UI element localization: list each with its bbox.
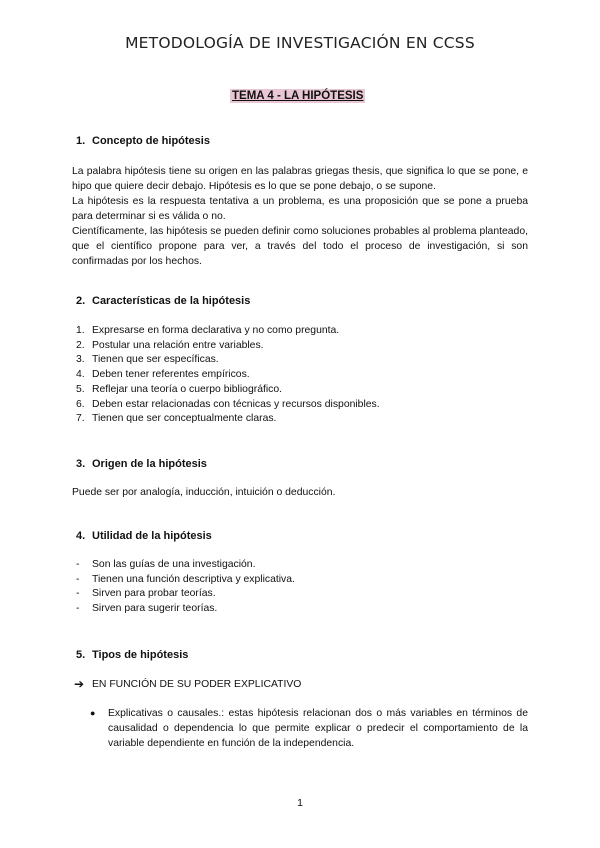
list-text: Sirven para sugerir teorías. [92,603,218,615]
list-number: 5. [76,383,85,395]
list-text: Tienen una función descriptiva y explicativa. [92,573,295,585]
topic-heading-text: TEMA 4 - LA HIPÓTESIS [232,90,364,102]
bullet-list-item [90,706,528,751]
list-text: Sirven para probar teorías. [92,588,216,600]
document-title: METODOLOGÍA DE INVESTIGACIÓN EN CCSS [125,34,475,52]
utility-list [76,558,295,617]
list-text: Reflejar una teoría o cuerpo bibliográfico. [92,383,283,395]
section-4-title: Utilidad de la hipótesis [92,530,212,542]
list-item [76,339,380,354]
dash-marker: - [76,588,80,600]
list-item [76,587,295,602]
list-text: Deben tener referentes empíricos. [92,369,250,381]
list-item [76,398,380,413]
list-number: 4. [76,369,85,381]
section-2-title: Características de la hipótesis [92,295,251,307]
list-text: Tienen que ser específicas. [92,354,219,366]
dash-marker: - [76,573,80,585]
paragraph: La hipótesis es la respuesta tentativa a un problema, es una proposición que se pone a prueba para determinar si es válida o no. [72,196,528,222]
section-4-number: 4. [76,530,86,542]
arrow-right-icon: ➔ [74,677,85,691]
paragraph: La palabra hipótesis tiene su origen en las palabras griegas thesis, que significa lo que se pone, e hipo que quiere decir debajo. Hipótesis es lo que se pone debajo, o se supone. [72,166,528,192]
list-item [76,573,295,588]
list-item [76,412,380,427]
characteristics-list [76,324,380,427]
list-text: Tienen que ser conceptualmente claras. [92,413,277,425]
list-number: 3. [76,354,85,366]
section-5-title: Tipos de hipótesis [92,649,189,661]
list-item [76,602,295,617]
section-5-number: 5. [76,649,86,661]
list-item [76,558,295,573]
section-3-heading [76,458,207,470]
section-4-heading [76,530,212,542]
list-text: Deben estar relacionadas con técnicas y recursos disponibles. [92,398,380,410]
arrow-list-item [74,677,301,691]
list-number: 7. [76,413,85,425]
section-2-heading [76,295,250,307]
dash-marker: - [76,603,80,615]
section-3-number: 3. [76,458,86,470]
list-item [76,324,380,339]
dash-marker: - [76,559,80,570]
bullet-icon: ● [90,708,96,718]
section-1-number: 1. [76,135,86,147]
section-5-heading [76,649,188,661]
list-number: 2. [76,339,85,351]
section-1-title: Concepto de hipótesis [92,135,210,147]
section-3-title: Origen de la hipótesis [92,458,207,470]
list-number: 1. [76,325,85,336]
list-item [76,383,380,398]
paragraph: Científicamente, las hipótesis se pueden definir como soluciones probables al problema planteado, que el científico propone para ver, a través del todo el proceso de investigación, si son confirmadas por los hechos. [72,226,528,267]
arrow-item-text: EN FUNCIÓN DE SU PODER EXPLICATIVO [92,678,302,690]
list-text: Son las guías de una investigación. [92,559,256,570]
list-text: Expresarse en forma declarativa y no como pregunta. [92,325,340,336]
list-text: Postular una relación entre variables. [92,339,264,351]
list-number: 6. [76,398,85,410]
list-item [76,368,380,383]
section-3-text: Puede ser por analogía, inducción, intuición o deducción. [72,487,336,498]
bullet-item-text: Explicativas o causales.: estas hipótesis relacionan dos o más variables en términos de causalidad o dependencia lo que permite explicar o predecir el comportamiento de la variable dependiente en función de la independencia. [108,708,528,749]
page-number: 1 [297,797,303,809]
section-1-heading [76,135,210,147]
section-2-number: 2. [76,295,86,307]
list-item [76,353,380,368]
topic-heading [230,86,365,104]
section-1-body [72,164,528,269]
